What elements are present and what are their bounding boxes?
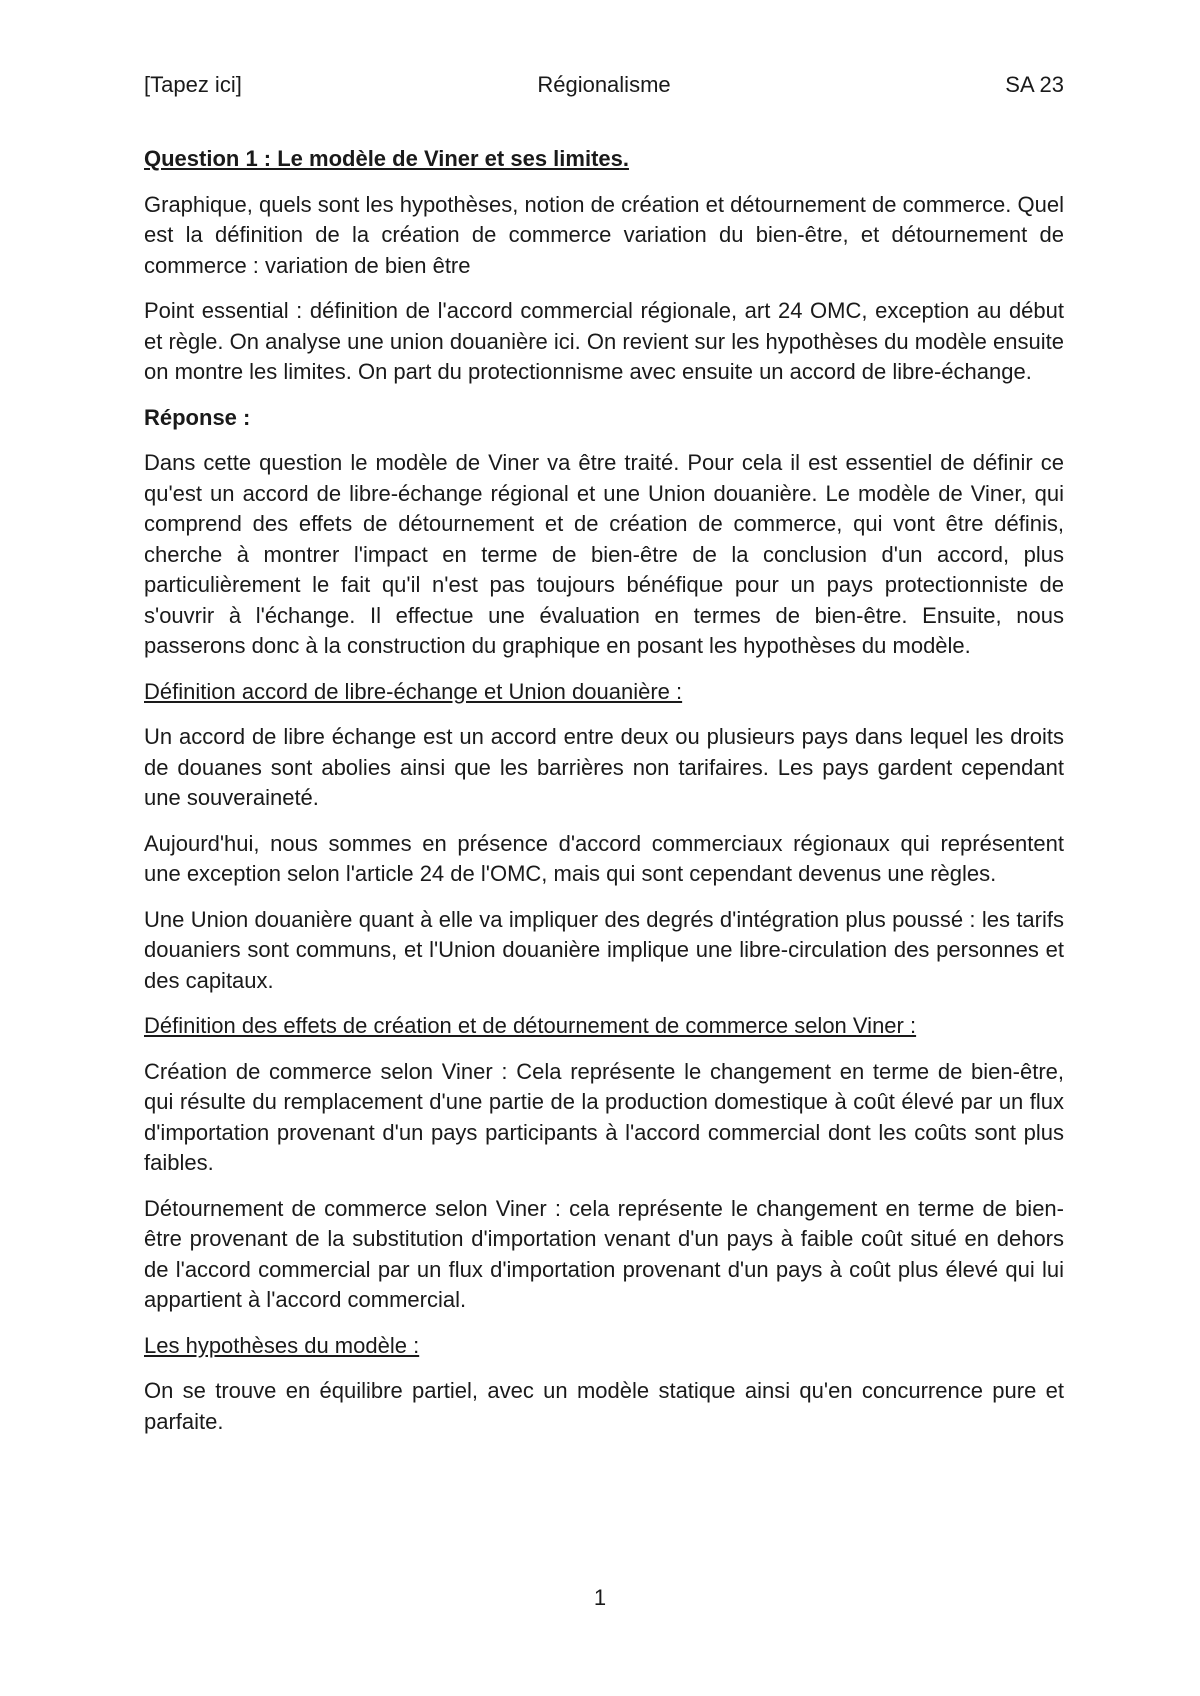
section-paragraph: Création de commerce selon Viner : Cela représente le changement en terme de bien-être, qui résulte du remplacement d'une partie de la production domestique à coût élevé par un flux d'importation provenant d'un pays participants à l'accord commercial dont les coûts sont plus faibles.: [144, 1058, 1064, 1175]
section-paragraph: On se trouve en équilibre partiel, avec un modèle statique ainsi qu'en concurrence pure et parfaite.: [144, 1378, 1064, 1434]
page-header: [144, 70, 1064, 100]
section-paragraph: Un accord de libre échange est un accord entre deux ou plusieurs pays dans lequel les droits de douanes sont abolies ainsi que les barrières non tarifaires. Les pays gardent cependant une souveraineté.: [144, 724, 1064, 810]
section-paragraph: Détournement de commerce selon Viner : cela représente le changement en terme de bien-être provenant de la substitution d'importation venant d'un pays à faible coût situé en dehors de l'accord commercial par un flux d'importation provenant d'un pays à coût plus élevé qui lui appartient à l'accord commercial.: [144, 1195, 1064, 1312]
intro-paragraph: Point essential : définition de l'accord commercial régionale, art 24 OMC, exception au début et règle. On analyse une union douanière ici. On revient sur les hypothèses du modèle ensuite on montre les limites. On part du protectionnisme avec ensuite un accord de libre-échange.: [144, 298, 1064, 384]
document-body: [144, 144, 1064, 1452]
header-left: [Tapez ici]: [144, 72, 242, 97]
page-number: 1: [593, 1585, 607, 1610]
section-paragraph: Une Union douanière quant à elle va impliquer des degrés d'intégration plus poussé : les tarifs douaniers sont communs, et l'Union douanière implique une libre-circulation des personnes et des capitaux.: [144, 906, 1064, 993]
section-heading-effects: Définition des effets de création et de détournement de commerce selon Viner :: [144, 1013, 917, 1038]
section-heading-hypotheses: Les hypothèses du modèle :: [144, 1332, 420, 1358]
response-paragraph: Dans cette question le modèle de Viner va être traité. Pour cela il est essentiel de définir ce qu'est un accord de libre-échange régional et une Union douanière. Le modèle de Viner, qui comprend des effets de détournement et de création de commerce, qui vont être définis, cherche à montrer l'impact en terme de bien-être de la conclusion d'un accord, plus particulièrement le fait qu'il n'est pas toujours bénéfique pour un pays protectionniste de s'ouvrir à l'échange. Il effectue une évaluation en termes de bien-être. Ensuite, nous passerons donc à la construction du graphique en posant les hypothèses du modèle.: [144, 450, 1064, 658]
header-right: SA 23: [1005, 72, 1064, 97]
question-title: Question 1 : Le modèle de Viner et ses limites.: [144, 146, 629, 171]
response-label: Réponse :: [144, 404, 251, 430]
section-heading-definitions: Définition accord de libre-échange et Union douanière :: [144, 678, 683, 704]
intro-paragraph: Graphique, quels sont les hypothèses, notion de création et détournement de commerce. Quel est la définition de la création de commerce variation du bien-être, et détournement de commerce : variation de bien être: [144, 191, 1064, 278]
header-title: Régionalisme: [537, 72, 671, 97]
section-paragraph: Aujourd'hui, nous sommes en présence d'accord commerciaux régionaux qui représentent une exception selon l'article 24 de l'OMC, mais qui sont cependant devenus une règles.: [144, 830, 1064, 886]
